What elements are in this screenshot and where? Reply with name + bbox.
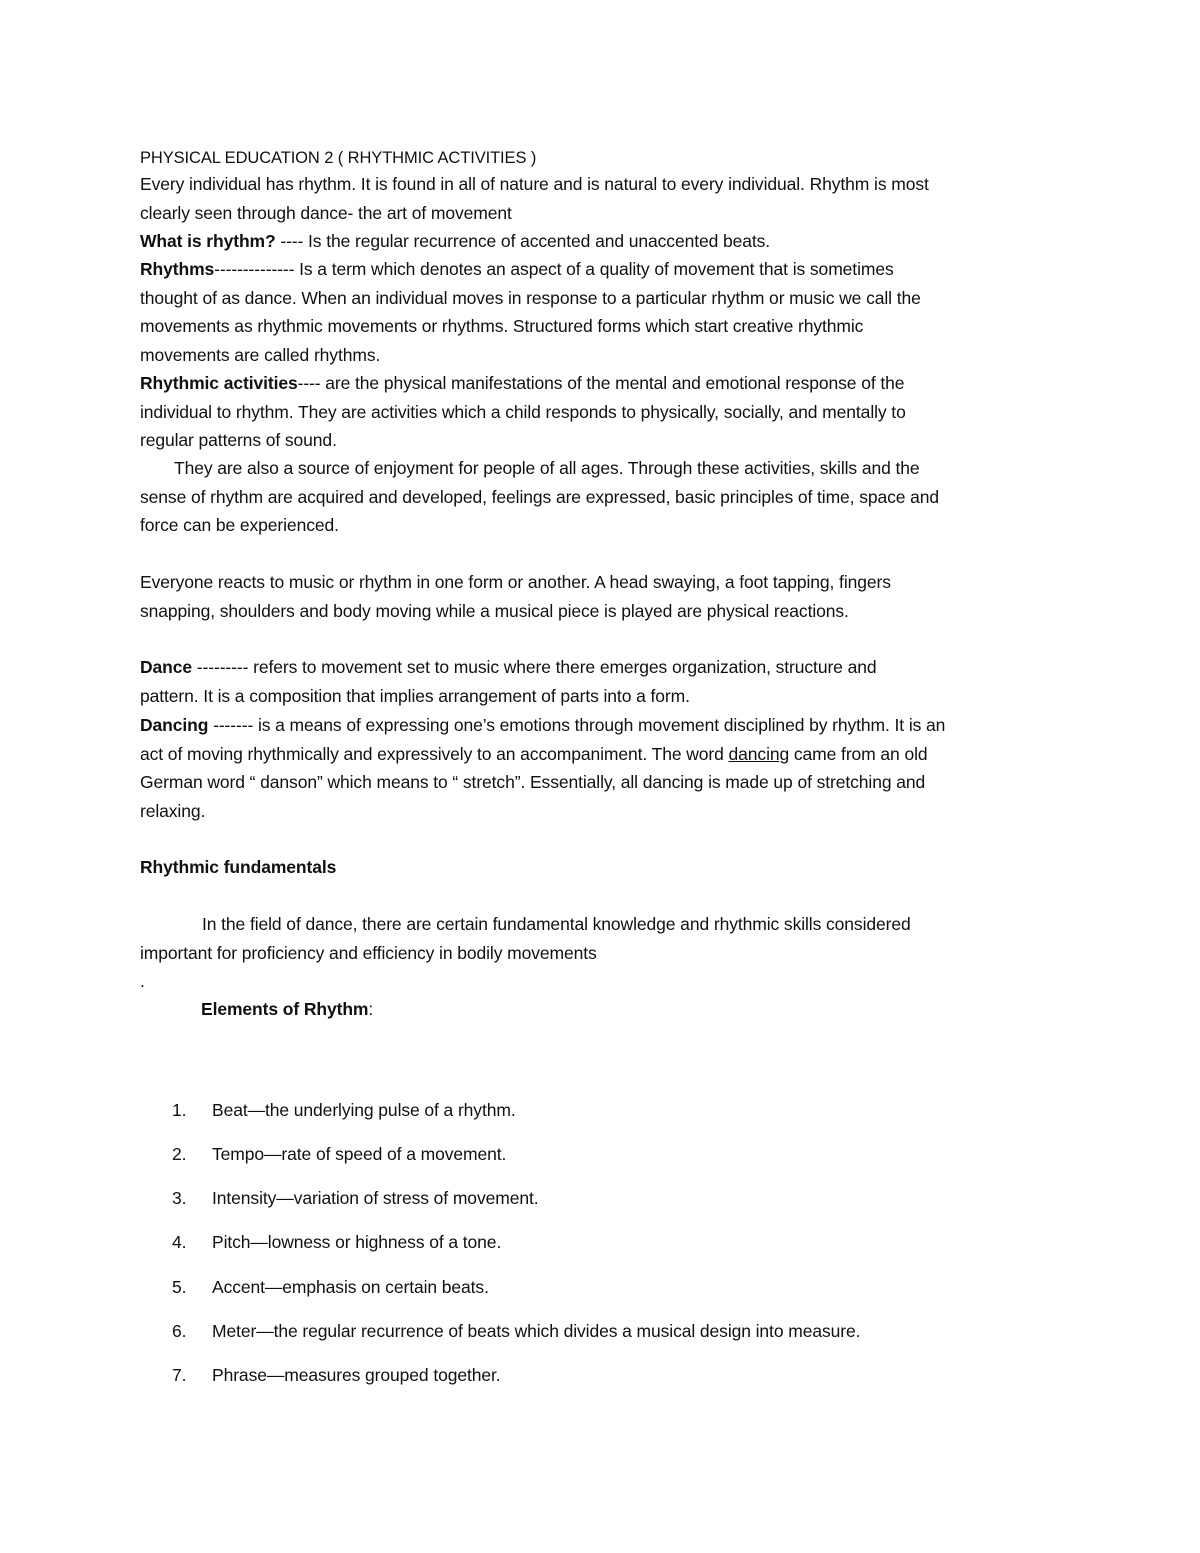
dancing-text-a: act of moving rhythmically and expressively to an accompaniment. The word xyxy=(140,743,729,764)
elements-heading-colon: : xyxy=(368,999,374,1019)
list-item-number: 5. xyxy=(172,1277,187,1297)
enjoyment-line-3: force can be experienced. xyxy=(140,515,339,536)
list-item xyxy=(172,1317,860,1345)
rhythms-term: Rhythms xyxy=(140,259,215,279)
rhythms-line-3: movements as rhythmic movements or rhythms. Structured forms which start creative rhythmic xyxy=(140,316,864,337)
dance-line-2: pattern. It is a composition that implies arrangement of parts into a form. xyxy=(140,685,690,706)
list-item-number: 2. xyxy=(172,1144,187,1164)
dancing-line-4: relaxing. xyxy=(140,800,206,821)
dancing-line-3: German word “ danson” which means to “ stretch”. Essentially, all dancing is made up of stretching and xyxy=(140,772,926,793)
list-item-text: Phrase—measures grouped together. xyxy=(212,1365,501,1385)
what-is-rhythm-paragraph xyxy=(140,227,1070,256)
dance-term: Dance xyxy=(140,657,193,677)
what-is-rhythm-definition: ---- Is the regular recurrence of accented and unaccented beats. xyxy=(275,231,771,251)
dancing-definition: ------- is a means of expressing one’s emotions through movement disciplined by rhythm. It is an xyxy=(208,715,946,735)
list-item-text: Accent—emphasis on certain beats. xyxy=(212,1277,489,1297)
elements-of-rhythm-heading xyxy=(201,995,373,1024)
rhythmic-activities-definition: ---- are the physical manifestations of the mental and emotional response of the xyxy=(297,373,905,393)
enjoyment-line-2: sense of rhythm are acquired and developed, feelings are expressed, basic principles of time, space and xyxy=(140,486,940,507)
dancing-line-2 xyxy=(140,740,1070,769)
list-item xyxy=(172,1096,516,1124)
list-item-text: Meter—the regular recurrence of beats which divides a musical design into measure. xyxy=(212,1321,861,1341)
elements-heading-text: Elements of Rhythm xyxy=(201,999,369,1019)
list-item-text: Beat—the underlying pulse of a rhythm. xyxy=(212,1100,516,1120)
rhythmic-activities-paragraph xyxy=(140,369,1070,455)
list-item xyxy=(172,1361,501,1389)
field-text-1: In the field of dance, there are certain fundamental knowledge and rhythmic skills considered xyxy=(202,914,911,934)
rhythmic-activities-line-2: individual to rhythm. They are activities which a child responds to physically, socially, and mentally to xyxy=(140,401,906,422)
list-item-number: 7. xyxy=(172,1365,187,1385)
rhythmic-activities-term: Rhythmic activities xyxy=(140,373,298,393)
field-dot: . xyxy=(140,971,145,992)
list-item-number: 1. xyxy=(172,1100,187,1120)
list-item xyxy=(172,1140,506,1168)
rhythms-line-1 xyxy=(140,255,1070,284)
everyone-paragraph xyxy=(140,568,1070,625)
dance-paragraph xyxy=(140,653,1070,710)
dancing-paragraph xyxy=(140,711,1070,825)
dancing-term: Dancing xyxy=(140,715,209,735)
dancing-text-b: came from an old xyxy=(789,743,928,764)
list-item-number: 3. xyxy=(172,1188,187,1208)
dance-definition: --------- refers to movement set to music where there emerges organization, structure and xyxy=(192,657,877,677)
rhythms-line-4: movements are called rhythms. xyxy=(140,344,381,365)
list-item-text: Intensity—variation of stress of movement. xyxy=(212,1188,539,1208)
rhythmic-fundamentals-heading: Rhythmic fundamentals xyxy=(140,857,337,877)
rhythms-paragraph xyxy=(140,255,1070,369)
field-line-2: important for proficiency and efficiency in bodily movements xyxy=(140,942,597,963)
list-item xyxy=(172,1184,539,1212)
enjoyment-paragraph xyxy=(140,454,1070,540)
enjoyment-line-1 xyxy=(140,454,1070,483)
what-is-rhythm-term: What is rhythm? xyxy=(140,231,276,251)
list-item-text: Tempo—rate of speed of a movement. xyxy=(212,1144,507,1164)
list-item-number: 4. xyxy=(172,1232,187,1252)
dance-line-1 xyxy=(140,653,1070,682)
rhythmic-activities-line-1 xyxy=(140,369,1070,398)
document-title: PHYSICAL EDUCATION 2 ( RHYTHMIC ACTIVITIES ) xyxy=(140,149,537,167)
rhythms-line-2: thought of as dance. When an individual moves in response to a particular rhythm or music we call the xyxy=(140,287,921,308)
field-line-1 xyxy=(140,910,1070,939)
rhythms-definition: -------------- Is a term which denotes an aspect of a quality of movement that is sometimes xyxy=(214,259,894,279)
everyone-line-1: Everyone reacts to music or rhythm in one form or another. A head swaying, a foot tapping, fingers xyxy=(140,572,891,592)
enjoyment-text-1: They are also a source of enjoyment for people of all ages. Through these activities, skills and the xyxy=(174,458,920,478)
intro-line-2: clearly seen through dance- the art of movement xyxy=(140,202,512,223)
what-is-rhythm-line xyxy=(140,227,1070,256)
list-item-number: 6. xyxy=(172,1321,187,1341)
everyone-line-2: snapping, shoulders and body moving while a musical piece is played are physical reactions. xyxy=(140,600,849,621)
list-item xyxy=(172,1228,501,1256)
intro-paragraph xyxy=(140,170,1070,227)
list-item xyxy=(172,1273,489,1301)
dancing-underlined-word: dancing xyxy=(728,743,790,764)
intro-line-1: Every individual has rhythm. It is found in all of nature and is natural to every individual. Rhythm is most xyxy=(140,174,929,194)
field-paragraph xyxy=(140,910,1070,996)
rhythmic-activities-line-3: regular patterns of sound. xyxy=(140,430,337,451)
dancing-line-1 xyxy=(140,711,1070,740)
list-item-text: Pitch—lowness or highness of a tone. xyxy=(212,1232,502,1252)
